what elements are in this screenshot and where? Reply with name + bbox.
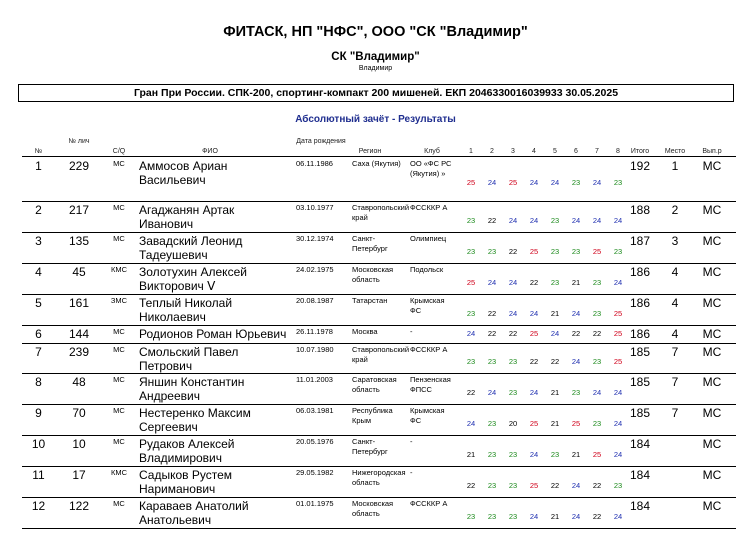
series-score-4: 24 xyxy=(529,309,539,318)
license-number: 229 xyxy=(68,159,90,173)
place: 7 xyxy=(671,406,679,420)
series-score-2: 23 xyxy=(487,357,497,366)
athlete-name: Золотухин Алексей Викторович ᐯ xyxy=(139,265,247,293)
license-number: 45 xyxy=(72,265,86,279)
club: - xyxy=(410,468,413,477)
rank-achieved: МС xyxy=(702,265,722,279)
header-fio: ФИО xyxy=(202,148,218,155)
license-number: 17 xyxy=(72,468,86,482)
table-row xyxy=(22,263,736,295)
place: 1 xyxy=(671,159,679,173)
license-number: 161 xyxy=(68,296,90,310)
table-row xyxy=(22,435,736,467)
place: 4 xyxy=(671,265,679,279)
series-score-3: 25 xyxy=(508,178,518,187)
rank-achieved: МС xyxy=(702,345,722,359)
organizers-title: ФИТАСК, НП "НФС", ООО "СК "Владимир" xyxy=(223,24,528,40)
rank-achieved: МС xyxy=(702,499,722,513)
series-score-7: 24 xyxy=(592,216,602,225)
header-no: № xyxy=(34,148,43,155)
series-score-6: 23 xyxy=(571,178,581,187)
series-score-5: 21 xyxy=(550,309,560,318)
series-score-5: 21 xyxy=(550,419,560,428)
total-score: 185 xyxy=(629,406,651,420)
series-score-7: 22 xyxy=(592,481,602,490)
qualification: КМС xyxy=(110,468,128,477)
row-number: 9 xyxy=(35,406,42,420)
series-score-3: 24 xyxy=(508,278,518,287)
region: Саратовская область xyxy=(352,375,397,394)
total-score: 192 xyxy=(629,159,651,173)
table-row xyxy=(22,201,736,233)
license-number: 70 xyxy=(72,406,86,420)
series-score-4: 25 xyxy=(529,419,539,428)
header-series-4: 4 xyxy=(532,148,536,155)
total-score: 185 xyxy=(629,375,651,389)
series-score-8: 23 xyxy=(613,481,623,490)
table-row xyxy=(22,404,736,436)
header-series-8: 8 xyxy=(616,148,620,155)
club: Крымская ФС xyxy=(410,406,445,425)
license-number: 239 xyxy=(68,345,90,359)
birth-date: 01.01.1975 xyxy=(296,499,334,508)
series-score-8: 24 xyxy=(613,450,623,459)
series-score-5: 23 xyxy=(550,247,560,256)
qualification: МС xyxy=(113,203,125,212)
rank-achieved: МС xyxy=(702,375,722,389)
qualification: ЗМС xyxy=(110,296,128,305)
region: Санкт-Петербург xyxy=(352,234,388,253)
series-score-6: 24 xyxy=(571,309,581,318)
series-score-8: 24 xyxy=(613,512,623,521)
series-score-3: 24 xyxy=(508,216,518,225)
series-score-6: 23 xyxy=(571,247,581,256)
total-score: 184 xyxy=(629,468,651,482)
row-number: 4 xyxy=(35,265,42,279)
series-score-8: 24 xyxy=(613,216,623,225)
series-score-6: 24 xyxy=(571,481,581,490)
qualification: МС xyxy=(113,499,125,508)
row-number: 6 xyxy=(35,327,42,341)
series-score-2: 23 xyxy=(487,450,497,459)
series-score-6: 24 xyxy=(571,357,581,366)
series-score-6: 25 xyxy=(571,419,581,428)
series-score-5: 22 xyxy=(550,481,560,490)
total-score: 186 xyxy=(629,265,651,279)
series-score-2: 23 xyxy=(487,247,497,256)
row-number: 11 xyxy=(32,468,45,482)
rank-achieved: МС xyxy=(702,159,722,173)
birth-date: 20.05.1976 xyxy=(296,437,334,446)
license-number: 122 xyxy=(68,499,90,513)
birth-date: 06.11.1986 xyxy=(296,159,333,168)
birth-date: 06.03.1981 xyxy=(296,406,334,415)
series-score-3: 22 xyxy=(508,329,518,338)
series-score-3: 24 xyxy=(508,309,518,318)
header-club: Клуб xyxy=(424,148,440,155)
series-score-7: 23 xyxy=(592,357,602,366)
series-score-5: 23 xyxy=(550,450,560,459)
total-score: 188 xyxy=(629,203,651,217)
qualification: МС xyxy=(113,406,125,415)
club: - xyxy=(410,327,413,336)
athlete-name: Агаджанян Артак Иванович xyxy=(139,203,235,231)
series-score-8: 25 xyxy=(613,329,623,338)
birth-date: 26.11.1978 xyxy=(296,327,333,336)
series-score-5: 21 xyxy=(550,388,560,397)
series-score-1: 23 xyxy=(466,216,476,225)
region: Ставропольский край xyxy=(352,203,410,222)
birth-date: 11.01.2003 xyxy=(296,375,333,384)
club: ФССККР А xyxy=(410,345,448,354)
series-score-1: 24 xyxy=(466,329,476,338)
series-score-2: 23 xyxy=(487,512,497,521)
competition-title: Гран При России. СПК-200, спортинг-компакт 200 мишеней. ЕКП 2046330016039933 30.05.2025 xyxy=(18,84,734,102)
rank-achieved: МС xyxy=(702,296,722,310)
athlete-name: Родионов Роман Юрьевич xyxy=(139,327,287,341)
region: Москва xyxy=(352,327,378,336)
qualification: КМС xyxy=(110,265,128,274)
series-score-3: 23 xyxy=(508,450,518,459)
city-label: Владимир xyxy=(358,65,393,72)
row-number: 8 xyxy=(35,375,42,389)
row-number: 2 xyxy=(35,203,42,217)
series-score-2: 23 xyxy=(487,481,497,490)
place: 2 xyxy=(671,203,679,217)
header-cq: С/Q xyxy=(112,148,126,155)
row-number: 5 xyxy=(35,296,42,310)
qualification: МС xyxy=(113,375,125,384)
series-score-5: 23 xyxy=(550,216,560,225)
series-score-4: 25 xyxy=(529,481,539,490)
table-row xyxy=(22,497,736,529)
club: ФССККР А xyxy=(410,203,448,212)
series-score-2: 22 xyxy=(487,216,497,225)
header-series-7: 7 xyxy=(595,148,599,155)
series-score-6: 24 xyxy=(571,216,581,225)
series-score-4: 25 xyxy=(529,247,539,256)
series-score-6: 23 xyxy=(571,388,581,397)
series-score-5: 21 xyxy=(550,512,560,521)
region: Московская область xyxy=(352,499,394,518)
rank-achieved: МС xyxy=(702,327,722,341)
club: Подольск xyxy=(410,265,444,274)
series-score-4: 24 xyxy=(529,216,539,225)
license-number: 144 xyxy=(68,327,90,341)
series-score-5: 24 xyxy=(550,178,560,187)
series-score-8: 25 xyxy=(613,309,623,318)
club: ФССККР А xyxy=(410,499,448,508)
series-score-2: 24 xyxy=(487,278,497,287)
athlete-name: Садыков Рустем Нариманович xyxy=(139,468,233,496)
total-score: 185 xyxy=(629,345,651,359)
series-score-1: 22 xyxy=(466,481,476,490)
series-score-2: 23 xyxy=(487,419,497,428)
series-score-1: 22 xyxy=(466,388,476,397)
license-number: 10 xyxy=(72,437,86,451)
series-score-5: 24 xyxy=(550,329,560,338)
rank-achieved: МС xyxy=(702,234,722,248)
row-number: 12 xyxy=(31,499,46,513)
row-number: 1 xyxy=(35,159,42,173)
series-score-3: 23 xyxy=(508,481,518,490)
place: 3 xyxy=(671,234,679,248)
series-score-7: 23 xyxy=(592,278,602,287)
total-score: 187 xyxy=(629,234,651,248)
place: 4 xyxy=(671,296,679,310)
series-score-3: 20 xyxy=(508,419,518,428)
series-score-7: 24 xyxy=(592,388,602,397)
series-score-1: 23 xyxy=(466,357,476,366)
series-score-1: 25 xyxy=(466,278,476,287)
place: 7 xyxy=(671,345,679,359)
license-number: 48 xyxy=(72,375,86,389)
qualification: МС xyxy=(113,327,125,336)
row-number: 3 xyxy=(35,234,42,248)
series-score-8: 25 xyxy=(613,357,623,366)
header-place: Место xyxy=(664,148,686,155)
rank-achieved: МС xyxy=(702,203,722,217)
series-score-8: 24 xyxy=(613,419,623,428)
header-region: Регион xyxy=(358,148,382,155)
series-score-6: 21 xyxy=(571,278,581,287)
series-score-8: 24 xyxy=(613,388,623,397)
total-score: 184 xyxy=(629,437,651,451)
qualification: МС xyxy=(113,234,125,243)
region: Санкт-Петербург xyxy=(352,437,388,456)
total-score: 186 xyxy=(629,327,651,341)
license-number: 217 xyxy=(68,203,90,217)
birth-date: 24.02.1975 xyxy=(296,265,334,274)
athlete-name: Нестеренко Максим Сергеевич xyxy=(139,406,251,434)
series-score-7: 25 xyxy=(592,247,602,256)
series-score-5: 23 xyxy=(550,278,560,287)
header-rank: Вып.р xyxy=(702,148,722,155)
series-score-2: 24 xyxy=(487,388,497,397)
birth-date: 03.10.1977 xyxy=(296,203,334,212)
series-score-6: 22 xyxy=(571,329,581,338)
athlete-name: Рудаков Алексей Владимирович xyxy=(139,437,235,465)
series-score-4: 25 xyxy=(529,329,539,338)
region: Московская область xyxy=(352,265,394,284)
region: Республика Крым xyxy=(352,406,393,425)
row-number: 7 xyxy=(35,345,42,359)
series-score-8: 24 xyxy=(613,278,623,287)
row-number: 10 xyxy=(31,437,46,451)
club: ОО «ФС РС (Якутия) » xyxy=(410,159,452,178)
series-score-6: 24 xyxy=(571,512,581,521)
club: Олимпиец xyxy=(410,234,447,243)
club: Крымская ФС xyxy=(410,296,445,315)
club: Пензенская ФПСС xyxy=(410,375,451,394)
series-score-3: 23 xyxy=(508,388,518,397)
birth-date: 10.07.1980 xyxy=(296,345,334,354)
athlete-name: Караваев Анатолий Анатольевич xyxy=(139,499,249,527)
series-score-4: 24 xyxy=(529,178,539,187)
qualification: МС xyxy=(113,159,125,168)
table-row xyxy=(22,343,736,374)
series-score-4: 24 xyxy=(529,450,539,459)
table-row xyxy=(22,294,736,326)
total-score: 186 xyxy=(629,296,651,310)
series-score-1: 23 xyxy=(466,247,476,256)
series-score-1: 23 xyxy=(466,512,476,521)
series-score-7: 22 xyxy=(592,512,602,521)
header-lic: № лич xyxy=(68,138,90,145)
athlete-name: Аммосов Ариан Васильевич xyxy=(139,159,228,187)
birth-date: 30.12.1974 xyxy=(296,234,334,243)
table-row xyxy=(22,466,736,498)
place: 7 xyxy=(671,375,679,389)
rank-achieved: МС xyxy=(702,406,722,420)
athlete-name: Завадский Леонид Тадеушевич xyxy=(139,234,243,262)
series-score-2: 22 xyxy=(487,309,497,318)
series-score-7: 24 xyxy=(592,178,602,187)
series-score-3: 22 xyxy=(508,247,518,256)
series-score-8: 23 xyxy=(613,178,623,187)
series-score-4: 22 xyxy=(529,357,539,366)
header-total: Итого xyxy=(630,148,650,155)
series-score-5: 22 xyxy=(550,357,560,366)
header-series-1: 1 xyxy=(469,148,473,155)
athlete-name: Теплый Николай Николаевич xyxy=(139,296,233,324)
table-row xyxy=(22,232,736,264)
series-score-1: 25 xyxy=(466,178,476,187)
club-title: СК "Владимир" xyxy=(331,51,420,63)
region: Ставропольский край xyxy=(352,345,410,364)
series-score-2: 24 xyxy=(487,178,497,187)
place: 4 xyxy=(671,327,679,341)
series-score-3: 23 xyxy=(508,512,518,521)
table-row xyxy=(22,157,736,202)
header-series-2: 2 xyxy=(490,148,494,155)
club: - xyxy=(410,437,413,446)
series-score-4: 24 xyxy=(529,388,539,397)
rank-achieved: МС xyxy=(702,468,722,482)
header-series-3: 3 xyxy=(511,148,515,155)
athlete-name: Смольский Павел Петрович xyxy=(139,345,239,373)
series-score-1: 24 xyxy=(466,419,476,428)
qualification: МС xyxy=(113,437,125,446)
series-score-7: 23 xyxy=(592,419,602,428)
birth-date: 20.08.1987 xyxy=(296,296,334,305)
series-score-8: 23 xyxy=(613,247,623,256)
region: Татарстан xyxy=(352,296,388,305)
header-series-6: 6 xyxy=(574,148,578,155)
series-score-2: 22 xyxy=(487,329,497,338)
region: Саха (Якутия) xyxy=(352,159,401,168)
results-subtitle: Абсолютный зачёт - Результаты xyxy=(295,114,456,125)
series-score-7: 23 xyxy=(592,309,602,318)
series-score-7: 22 xyxy=(592,329,602,338)
rank-achieved: МС xyxy=(702,437,722,451)
series-score-3: 23 xyxy=(508,357,518,366)
table-row xyxy=(22,325,736,344)
table-row xyxy=(22,373,736,405)
total-score: 184 xyxy=(629,499,651,513)
series-score-4: 24 xyxy=(529,512,539,521)
region: Нижегородская область xyxy=(352,468,406,487)
qualification: МС xyxy=(113,345,125,354)
header-series-5: 5 xyxy=(553,148,557,155)
athlete-name: Яншин Константин Андреевич xyxy=(139,375,245,403)
series-score-6: 21 xyxy=(571,450,581,459)
series-score-7: 25 xyxy=(592,450,602,459)
birth-date: 29.05.1982 xyxy=(296,468,334,477)
series-score-4: 22 xyxy=(529,278,539,287)
series-score-1: 21 xyxy=(466,450,476,459)
series-score-1: 23 xyxy=(466,309,476,318)
license-number: 135 xyxy=(68,234,90,248)
header-dob: Дата рождения xyxy=(296,138,346,145)
